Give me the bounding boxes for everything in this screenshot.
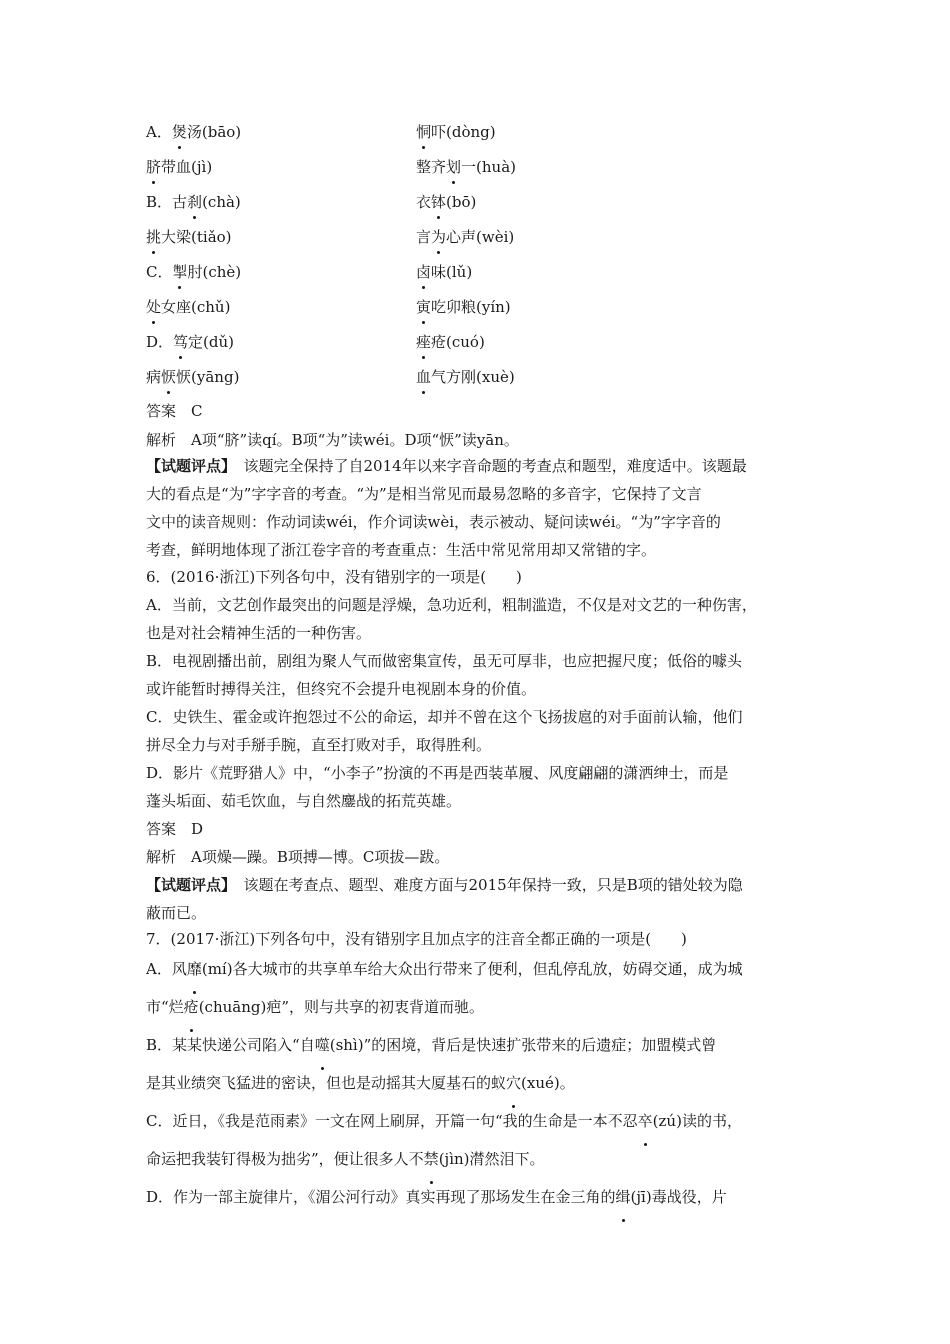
- q5-option-right: [416, 226, 514, 248]
- q5-option-left: [146, 191, 241, 213]
- comment-line: 该题在考查点、题型、难度方面与2015年保持一致，只是B项的错处较为隐: [228, 876, 743, 894]
- q7-option-line: [146, 1064, 810, 1102]
- q5-option-left: [146, 261, 241, 283]
- q7-option-line: [146, 950, 810, 988]
- dotted-char: 恹: [161, 368, 177, 386]
- dotted-char: 煲: [171, 123, 187, 141]
- q6-answer: 答案 D: [146, 820, 204, 838]
- word-text: 肘(chè): [187, 263, 242, 281]
- q5-option-left: [146, 121, 241, 143]
- dotted-char: 卤: [416, 263, 432, 281]
- word-text: 带血(jì): [161, 158, 213, 176]
- line-text: C．近日，《我是范雨素》一文在网上刷屏，开篇一句“我的生命是一本不忍: [146, 1112, 638, 1130]
- q5-option-left: [146, 226, 232, 248]
- dotted-char: 笃: [173, 333, 189, 351]
- dotted-char: 钵: [431, 193, 447, 211]
- q5-option-left: [146, 366, 239, 388]
- dotted-char: 穴: [506, 1064, 521, 1102]
- word-text: 吃卯粮(yín): [431, 298, 511, 316]
- dotted-char: 禁: [424, 1140, 439, 1178]
- word-text: 气方刚(xuè): [431, 368, 515, 386]
- q6-option-line: A．当前，文艺创作最突出的问题是浮燥，急功近利，粗制滥造，不仅是对文艺的一种伤害，: [146, 596, 757, 614]
- comment-line: 考查，鲜明地体现了浙江卷字音的考查重点：生活中常见常用却又常错的字。: [146, 541, 657, 559]
- word-text: 女座(chǔ): [161, 298, 231, 316]
- q5-option-right: [416, 261, 472, 283]
- word-text: 衣: [416, 193, 432, 211]
- line-text: 命运把我装钉得极为拙劣”，便让很多人不: [146, 1150, 424, 1168]
- dotted-char: 为: [431, 228, 447, 246]
- q5-option-left: [146, 296, 230, 318]
- dotted-char: 划: [446, 158, 462, 176]
- word-text: 疮(cuó): [431, 333, 485, 351]
- line-text: (xué)。: [521, 1074, 575, 1092]
- option-label: D．: [146, 333, 174, 351]
- dotted-char: 处: [146, 298, 162, 316]
- word-text: 言: [416, 228, 432, 246]
- word-text: 一(huà): [461, 158, 516, 176]
- option-label: B．: [146, 193, 173, 211]
- q7-options: [146, 950, 810, 1216]
- dotted-char: 刹: [187, 193, 203, 211]
- dotted-char: 靡: [187, 950, 202, 988]
- word-text: 整齐: [416, 158, 447, 176]
- q5-option-right: [416, 191, 476, 213]
- comment-line: 蔽而已。: [146, 904, 207, 922]
- dotted-char: 疮: [184, 988, 199, 1026]
- line-text: B．某某快递公司陷入“自: [146, 1036, 315, 1054]
- dotted-char: 血: [416, 368, 432, 386]
- q5-analysis: 解析 A项“脐”读qí。B项“为”读wéi。D项“恹”读yān。: [146, 431, 519, 449]
- line-text: 市“烂: [146, 998, 184, 1016]
- word-text: 吓(dòng): [431, 123, 496, 141]
- option-label: A．: [146, 123, 172, 141]
- word-text: 病: [146, 368, 162, 386]
- q7-option-line: [146, 1026, 810, 1064]
- comment-line: 大的看点是“为”字字音的考查。“为”是相当常见而最易忽略的多音字，它保持了文言: [146, 485, 702, 503]
- dotted-char: 痤: [416, 333, 432, 351]
- word-text: (chà): [202, 193, 241, 211]
- dotted-char: 掣: [172, 263, 188, 281]
- q5-option-left: [146, 331, 234, 353]
- q5-option-right: [416, 366, 515, 388]
- line-text: 是其业绩突飞猛进的密诀，但也是动摇其大厦基石的蚁: [146, 1074, 507, 1092]
- line-text: (zú)读的书，: [652, 1112, 742, 1130]
- q6-option-line: 或许能暂时搏得关注，但终究不会提升电视剧本身的价值。: [146, 680, 537, 698]
- q5-option-right: [416, 156, 516, 178]
- line-text: (jìn)潸然泪下。: [438, 1150, 545, 1168]
- q6-option-line: C．史铁生、霍金或许抱怨过不公的命运，却并不曾在这个飞扬拔扈的对手面前认输，他们: [146, 708, 743, 726]
- dotted-char: 噬: [315, 1026, 330, 1064]
- comment-tag: 【试题评点】: [146, 457, 229, 475]
- q6-option-line: 拼尽全力与对手掰手腕，直至打败对手，取得胜利。: [146, 736, 492, 754]
- q6-option-line: 也是对社会精神生活的一种伤害。: [146, 624, 372, 642]
- line-text: (chuāng)疤”，则与共享的初衷背道而驰。: [198, 998, 484, 1016]
- q6-option-line: B．电视剧播出前，剧组为聚人气而做密集宣传，虽无可厚非，也应把握尺度；低俗的噱头: [146, 652, 743, 670]
- dotted-char: 脐: [146, 158, 162, 176]
- dotted-char: 挑: [146, 228, 162, 246]
- line-text: (shì)”的困境，背后是快速扩张带来的后遗症；加盟模式曾: [329, 1036, 717, 1054]
- word-text: (bō): [446, 193, 477, 211]
- line-text: (mí)各大城市的共享单车给大众出行带来了便利，但乱停乱放，妨碍交通，成为城: [201, 960, 743, 978]
- word-text: 定(dǔ): [188, 333, 235, 351]
- q7-option-line: [146, 988, 810, 1026]
- q6-analysis: 解析 A项燥—躁。B项搏—博。C项拔—跋。: [146, 848, 450, 866]
- comment-line: 该题完全保持了自2014年以来字音命题的考查点和题型，难度适中。该题最: [228, 457, 747, 475]
- q6-stem: 6．(2016·浙江)下列各句中，没有错别字的一项是( ): [146, 568, 522, 586]
- q7-option-line: [146, 1140, 810, 1178]
- word-text: 古: [172, 193, 188, 211]
- word-text: 恹(yāng): [176, 368, 240, 386]
- dotted-char: 寅: [416, 298, 432, 316]
- q5-option-left: [146, 156, 212, 178]
- dotted-char: 缉: [616, 1178, 631, 1216]
- q7-option-line: [146, 1178, 810, 1216]
- q6-block: [146, 563, 810, 927]
- q7-stem: 7．(2017·浙江)下列各句中，没有错别字且加点字的注音全都正确的一项是( ): [146, 930, 687, 948]
- q5-answer: 答案 C: [146, 402, 203, 420]
- option-label: C．: [146, 263, 173, 281]
- word-text: 心声(wèi): [446, 228, 515, 246]
- q5-option-right: [416, 121, 496, 143]
- q6-option-line: D．影片《荒野猎人》中，“小李子”扮演的不再是西装革履、风度翩翩的潇洒绅士，而是: [146, 764, 729, 782]
- q6-option-line: 蓬头垢面、茹毛饮血，与自然鏖战的拓荒英雄。: [146, 792, 462, 810]
- dotted-char: 恫: [416, 123, 432, 141]
- line-text: (jī)毒战役，片: [630, 1188, 727, 1206]
- q5-option-right: [416, 331, 485, 353]
- q5-option-right: [416, 296, 511, 318]
- comment-line: 文中的读音规则：作动词读wéi，作介词读wèi，表示被动、疑问读wéi。“为”字字音的: [146, 513, 721, 531]
- dotted-char: 卒: [638, 1102, 653, 1140]
- word-text: 大梁(tiǎo): [161, 228, 232, 246]
- comment-tag: 【试题评点】: [146, 876, 229, 894]
- q5-comment: [146, 452, 810, 564]
- line-text: D．作为一部主旋律片，《湄公河行动》真实再现了那场发生在金三角的: [146, 1188, 616, 1206]
- q7-option-line: [146, 1102, 810, 1140]
- word-text: 汤(bāo): [186, 123, 242, 141]
- line-text: A．风: [146, 960, 187, 978]
- word-text: 味(lǔ): [431, 263, 473, 281]
